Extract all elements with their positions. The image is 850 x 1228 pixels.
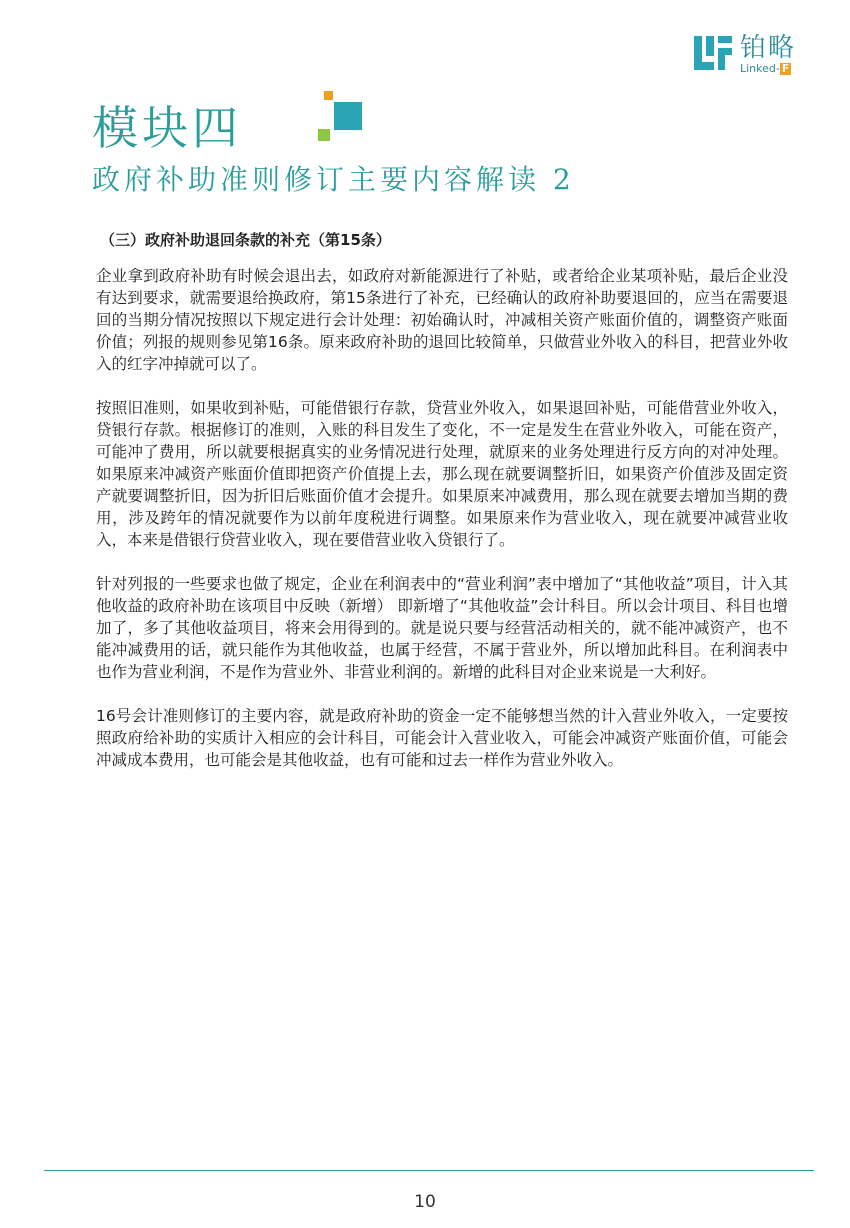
section-heading: （三）政府补助退回条款的补充（第15条） (100, 231, 391, 249)
logo-mark-icon (692, 34, 734, 74)
footer-divider (44, 1170, 814, 1171)
paragraph: 企业拿到政府补助有时候会退出去，如政府对新能源进行了补贴，或者给企业某项补贴，最后企业没有达到要求，就需要退给换政府，第15条进行了补充，已经确认的政府补助要退回的，应当在需要退回的当期分情况按照以下规定进行会计处理：初始确认时，冲减相关资产账面价值的，调整资产账面价值；列报的规则参见第16条。原来政府补助的退回比较简单，只做营业外收入的科目，把营业外收入的红字冲掉就可以了。 (96, 267, 788, 373)
logo-name-cn: 铂略 (740, 33, 797, 63)
brand-logo (692, 34, 822, 76)
decor-square-green (318, 129, 330, 141)
paragraph: 针对列报的一些要求也做了规定，企业在利润表中的“营业利润”表中增加了“其他收益”项目，计入其他收益的政府补助在该项目中反映（新增） 即新增了“其他收益”会计科目。所以会计项目、科目也增加了，多了其他收益项目，将来会用得到的。就是说只要与经营活动相关的，就不能冲减资产，也不能冲减费用的话，就只能作为其他收益，也属于经营，不属于营业外，所以增加此科目。在利润表中也作为营业利润，不是作为营业外、非营业利润的。新增的此科目对企业来说是一大利好。 (96, 575, 788, 681)
paragraph: 按照旧准则，如果收到补贴，可能借银行存款，贷营业外收入，如果退回补贴，可能借营业外收入，贷银行存款。根据修订的准则，入账的科目发生了变化，不一定是发生在营业外收入，可能在资产，可能冲了费用，所以就要根据真实的业务情况进行处理，就原来的业务处理进行反方向的对冲处理。如果原来冲减资产账面价值即把资产价值提上去，那么现在就要调整折旧，如果资产价值涉及固定资产就要调整折旧，因为折旧后账面价值才会提升。如果原来冲减费用，那么现在就要去增加当期的费用，涉及跨年的情况就要作为以前年度税进行调整。如果原来作为营业收入，现在就要冲减营业收入，本来是借银行贷营业收入，现在要借营业收入贷银行了。 (96, 399, 788, 549)
module-subtitle: 政府补助准则修订主要内容解读 2 (92, 163, 575, 196)
body-text (96, 265, 788, 793)
paragraph: 16号会计准则修订的主要内容，就是政府补助的资金一定不能够想当然的计入营业外收入，一定要按照政府给补助的实质计入相应的会计科目，可能会计入营业收入，可能会冲减资产账面价值，可能会冲减成本费用，也可能会是其他收益，也有可能和过去一样作为营业外收入。 (96, 707, 788, 769)
logo-name-en (740, 63, 791, 75)
module-title: 模块四 (92, 101, 242, 155)
page-number: 10 (414, 1192, 436, 1212)
logo-name-en-text: Linked- (740, 62, 780, 75)
decor-square-teal (334, 102, 362, 130)
decor-square-orange (324, 91, 333, 100)
logo-name-en-suffix: F (781, 62, 790, 75)
